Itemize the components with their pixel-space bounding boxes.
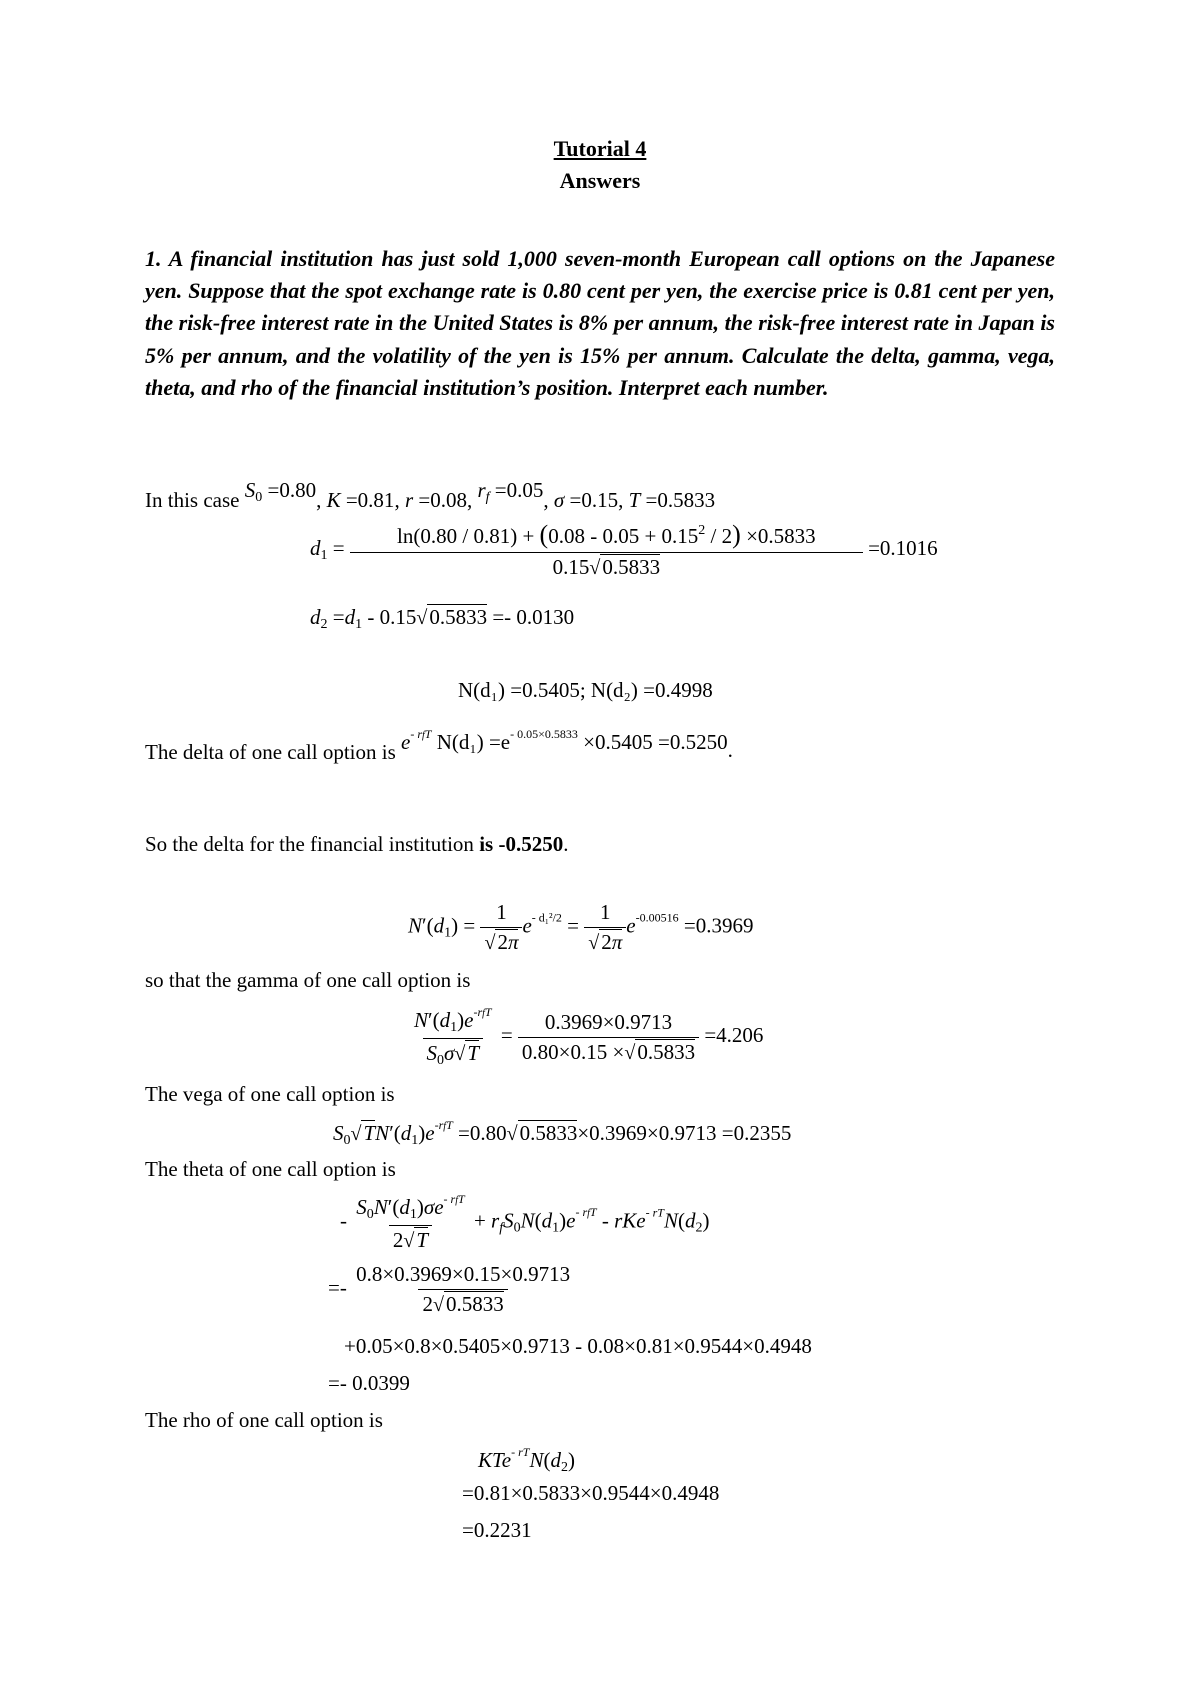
- theta-formula-line3: +0.05×0.8×0.5405×0.9713 - 0.08×0.81×0.9544×0.4948: [344, 1334, 812, 1358]
- delta-institution-value: is -0.5250: [479, 832, 564, 856]
- document-title: Tutorial 4: [553, 136, 647, 161]
- nprime-formula: $N'(d_1)$ = $\frac{1}{√2\pi}$ $e^{- d_1^2/2}$ = $\frac{1}{√2\pi}$ $e^{-0.00516} =0.3969$: [408, 900, 754, 954]
- param-r: =0.08: [418, 488, 467, 512]
- question-text: 1. A financial institution has just sold 1,000 seven-month European call options on the Japanese yen. Suppose that the spot exchange rate is 0.80 cent per yen, the exercise price is 0.81 cent per yen, the risk-free interest rate in the United States is 8% per annum, the risk-free interest rate in Japan is 5% per annum, and the volatility of the yen is 15% per annum. Calculate the delta, gamma, vega, theta, and rho of the financial institution’s position. Interpret each number.: [145, 246, 1055, 400]
- d1-result: =0.1016: [868, 535, 938, 560]
- delta-line: The delta of one call option is $e^{- rfT}$ $N(d_1) =e^{- 0.05\times 0.5833} \times 0.5405 =0.5250$.: [145, 727, 733, 764]
- normal-values: N(d₁) =0.5405; N(d₂) =0.4998: [458, 678, 713, 702]
- gamma-result: =4.206: [704, 1022, 764, 1047]
- vega-label: The vega of one call option is: [145, 1082, 395, 1106]
- theta-label: The theta of one call option is: [145, 1157, 396, 1181]
- rho-result: =0.2231: [462, 1518, 532, 1542]
- params-intro: In this case: [145, 488, 240, 512]
- param-rf: =0.05: [494, 478, 544, 502]
- rho-formula-line2: =0.81×0.5833×0.9544×0.4948: [462, 1481, 720, 1505]
- theta-formula-line1: - $\frac{S_0N'(d_1)\sigma e^{- rfT}}{2√T}$ + $r_fS_0N(d_1)e^{- rfT} - rKe^{- rT}N(d_2)$: [340, 1192, 710, 1252]
- param-s0: =0.80: [267, 478, 317, 502]
- rho-label: The rho of one call option is: [145, 1408, 383, 1432]
- param-k: =0.81: [345, 488, 395, 512]
- rho-formula-line1: $KTe^{- rT}N(d_2)$: [478, 1445, 575, 1475]
- theta-formula-line2: =- $\frac{0.8\times 0.3969\times 0.15\times 0.9713}{2√0.5833}$: [328, 1262, 571, 1316]
- params-line: In this case $S_0 =0.80$, K =0.81, r =0.08, $r_f =0.05$, σ =0.15, T =0.5833: [145, 478, 716, 512]
- document-subtitle: Answers: [559, 168, 641, 193]
- d2-formula: $d_2 =d_1 - 0.15√0.5833 =- 0.0130$: [310, 605, 575, 632]
- gamma-formula: $\frac{N'(d_1)e^{-rfT}}{S_0\sigma√T}$ = $\frac{0.3969\times 0.9713}{0.80\times 0.15 \times√0.5833}$ =4.206: [414, 1005, 764, 1068]
- delta-label: The delta of one call option is: [145, 740, 396, 764]
- gamma-label: so that the gamma of one call option is: [145, 968, 471, 992]
- param-t: =0.5833: [645, 488, 716, 512]
- param-sigma: =0.15: [569, 488, 619, 512]
- theta-result: =- 0.0399: [328, 1371, 410, 1395]
- delta-institution: So the delta for the financial institution is -0.5250.: [145, 832, 569, 856]
- d1-formula: $d_1$ = $\frac{\ln(0.80 / 0.81) + (0.08 - 0.05 + 0.15^2 / 2) \times 0.5833}{0.15√0.5833}$ =0.1016: [310, 520, 938, 579]
- vega-formula: $S_0√TN'(d_1)e^{-rfT} =0.80√0.5833\times 0.3969\times 0.9713 =0.2355$: [333, 1118, 792, 1148]
- nprime-result: =0.3969: [683, 913, 754, 938]
